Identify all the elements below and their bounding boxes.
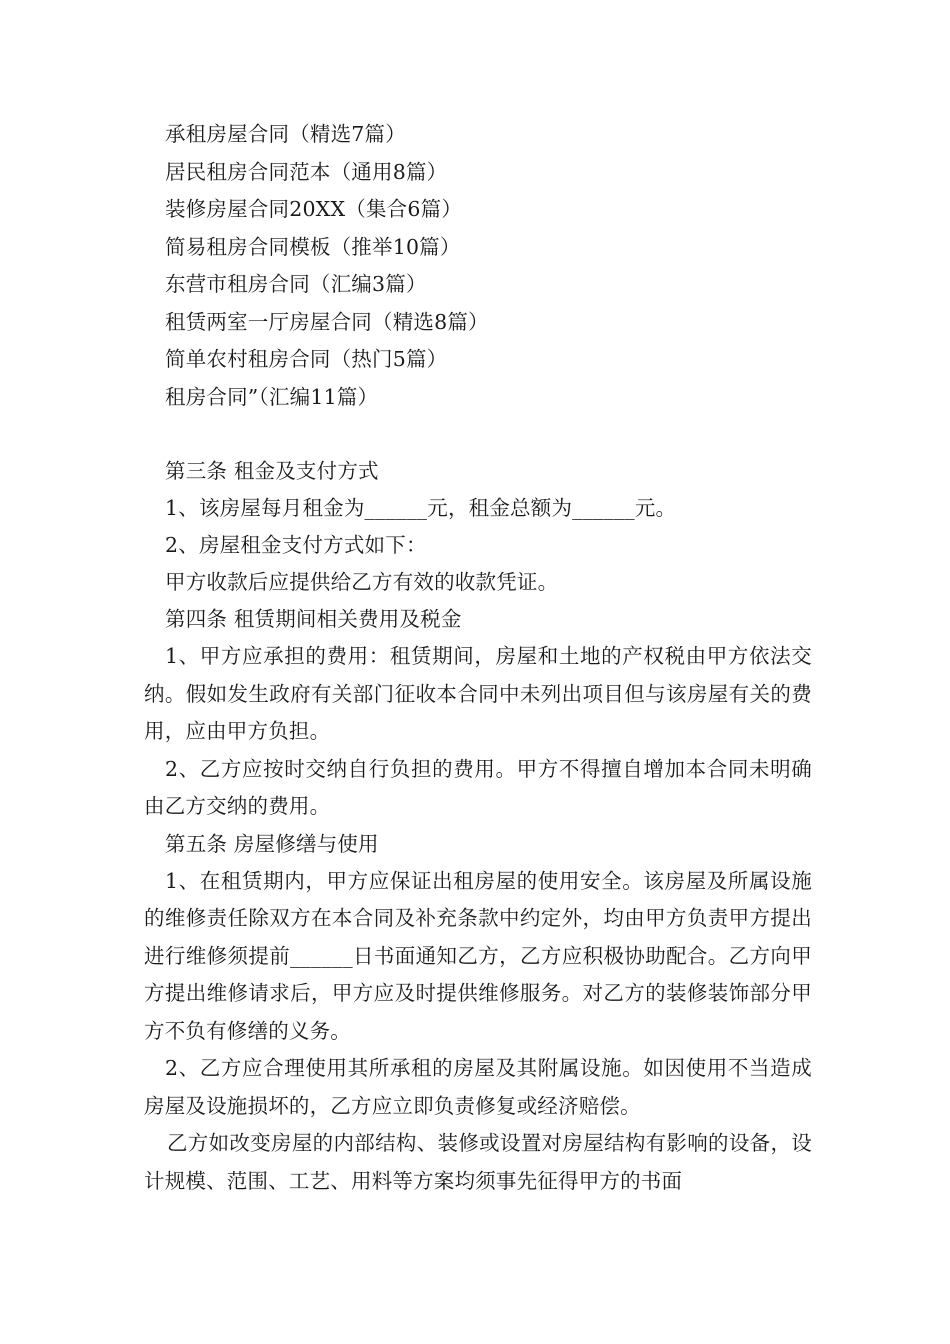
related-link-6[interactable]: 租赁两室一厅房屋合同（精选8篇） [165,309,489,334]
spacer [144,416,812,453]
article-5-item-3: 乙方如改变房屋的内部结构、装修或设置对房屋结构有影响的设备，设计规模、范围、工艺、用料等方案均须事先征得甲方的书面 [144,1131,812,1193]
related-link-7[interactable]: 简单农村租房合同（热门5篇） [165,347,448,371]
related-link-1[interactable]: 承租房屋合同（精选7篇） [165,122,406,146]
article-4-item-2: 2、乙方应按时交纳自行负担的费用。甲方不得擅自增加本合同未明确由乙方交纳的费用。 [144,756,812,818]
article-5-item-1: 1、在租赁期内，甲方应保证出租房屋的使用安全。该房屋及所属设施的维修责任除双方在本合同及补充条款中约定外，均由甲方负责甲方提出进行维修须提前______日书面通知乙方，乙方应积极协助配合。乙方向甲方提出维修请求后，甲方应及时提供维修服务。对乙方的装修装饰部分甲方不负有修缮的义务。 [144,868,812,1043]
article-4-title: 第四条 租赁期间相关费用及税金 [165,607,462,631]
article-3 [144,453,812,601]
article-5 [144,826,812,1201]
article-3-item-1: 1、该房屋每月租金为______元，租金总额为______元。 [165,496,677,520]
article-5-item-2: 2、乙方应合理使用其所承租的房屋及其附属设施。如因使用不当造成房屋及设施损坏的，乙方应立即负责修复或经济赔偿。 [144,1056,812,1118]
article-4-item-1: 1、甲方应承担的费用：租赁期间，房屋和土地的产权税由甲方依法交纳。假如发生政府有关部门征收本合同中未列出项目但与该房屋有关的费用，应由甲方负担。 [144,644,812,743]
related-link-4[interactable]: 简易租房合同模板（推举10篇） [165,234,461,259]
related-link-3[interactable]: 装修房屋合同20XX（集合6篇） [165,197,463,221]
related-link-5[interactable]: 东营市租房合同（汇编3篇） [165,272,427,296]
related-contracts-list [144,116,812,416]
article-3-note: 甲方收款后应提供给乙方有效的收款凭证。 [165,570,559,594]
related-link-8[interactable]: 租房合同”（汇编11篇） [165,384,379,409]
article-3-title: 第三条 租金及支付方式 [165,459,379,483]
article-3-item-2: 2、房屋租金支付方式如下： [165,533,427,557]
article-5-title: 第五条 房屋修缮与使用 [165,831,379,856]
document-body [144,116,812,1200]
article-4 [144,601,812,826]
related-link-2[interactable]: 居民租房合同范本（通用8篇） [165,159,448,184]
